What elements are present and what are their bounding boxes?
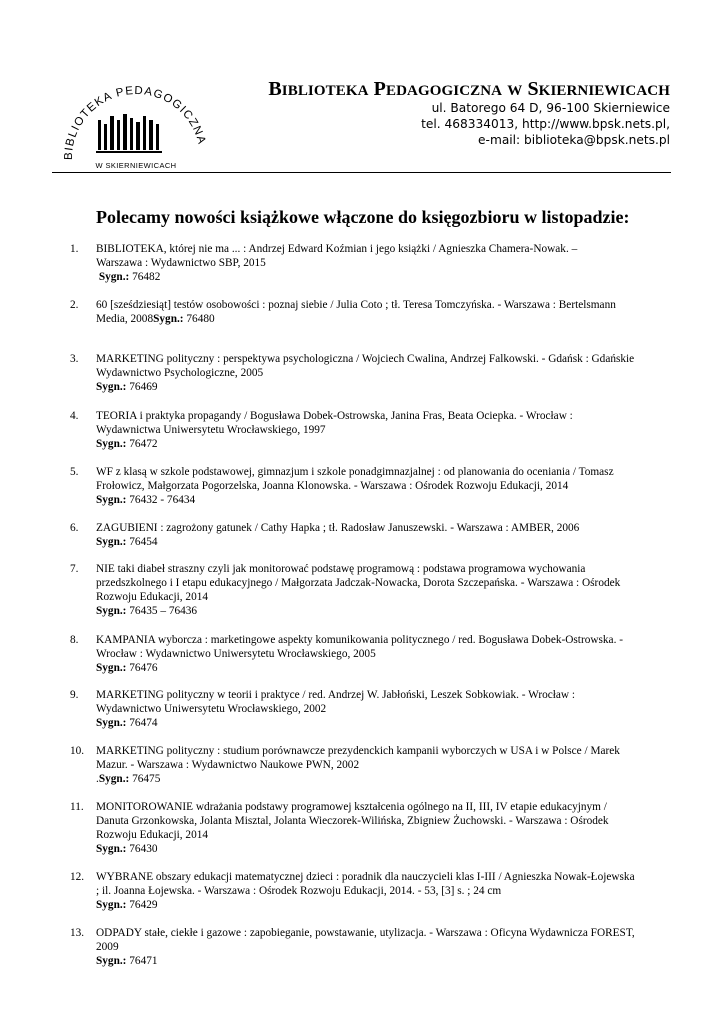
item-line: Wrocław : Wydawnictwo Uniwersytetu Wrocławskiego, 2005 [96,648,376,660]
sygn-value: 76472 [129,438,158,450]
sygn-value: 76435 – 76436 [129,605,198,617]
item-number: 10. [70,745,85,757]
item-line: 2009 [96,941,119,953]
sygn-value: 76432 - 76434 [129,494,196,506]
item-line-text: Media, 2008 [96,313,154,325]
sygn-value: 76475 [132,773,161,785]
item-sygn [96,898,676,912]
item-number: 3. [70,353,79,365]
sygn-value: 76429 [129,899,158,911]
item-line: Rozwoju Edukacji, 2014 [96,829,209,841]
sygn-value: 76480 [186,313,215,325]
list-item [70,465,676,507]
item-line: MARKETING polityczny : studium porównawcze prezydenckich kampanii wyborczych w USA i w Polsce / Marek [96,745,620,757]
library-contact: tel. 468334013, http://www.bpsk.nets.pl, [421,117,670,131]
item-line: MARKETING polityczny : perspektywa psychologiczna / Wojciech Cwalina, Andrzej Falkowski. - Gdańsk : Gdańskie [96,353,635,365]
item-line: TEORIA i praktyka propagandy / Bogusława Dobek-Ostrowska, Janina Fras, Beata Ociepka. - Wrocław : [96,410,573,422]
item-sygn [96,954,676,968]
item-line: ; il. Joanna Łojewska. - Warszawa : Ośrodek Rozwoju Edukacji, 2014. - 53, [3] s. ; 24 cm [96,885,502,897]
item-number: 1. [70,243,79,255]
item-line: WF z klasą w szkole podstawowej, gimnazjum i szkole ponadgimnazjalnej : od planowania do oceniania / Tomasz [96,466,614,478]
item-number: 6. [70,522,79,534]
sygn-value: 76476 [129,662,158,674]
sygn-label: Sygn.: [96,717,127,729]
item-line: Wydawnictwa Uniwersytetu Wrocławskiego, 1997 [96,424,326,436]
title-edagogiczna: EDAGOGICZNA [385,83,503,99]
item-line: NIE taki diabeł straszny czyli jak monitorować podstawę programową : podstawa programowa wychowania [96,563,586,575]
list-item [70,870,676,912]
item-line: Warszawa : Wydawnictwo SBP, 2015 [96,257,266,269]
item-line: BIBLIOTEKA, której nie ma ... : Andrzej Edward Koźmian i jego książki / Agnieszka Chamera-Nowak. – [96,243,578,255]
title-kierniewicach: KIERNIEWICACH [538,83,670,99]
item-sygn [96,493,676,507]
sygn-label: Sygn.: [96,662,127,674]
sygn-label: Sygn.: [96,381,127,393]
list-item [70,409,676,451]
item-line: MARKETING polityczny w teorii i praktyce / red. Andrzej W. Jabłoński, Leszek Sobkowiak. - Wrocław : [96,689,576,701]
list-item [70,926,676,968]
library-email: e-mail: biblioteka@bpsk.nets.pl [478,133,670,147]
item-sygn [96,437,676,451]
sygn-label: Sygn.: [96,899,127,911]
item-line: 60 [sześdziesiąt] testów osobowości : poznaj siebie / Julia Coto ; tł. Teresa Tomczyńska. - Warszawa : Bertelsmann [96,299,616,311]
item-sygn [96,772,676,786]
title-p: P [373,78,386,100]
sygn-value: 76482 [132,271,161,283]
item-number: 9. [70,689,79,701]
title-b: B [268,78,282,100]
item-sygn [96,716,676,730]
library-address: ul. Batorego 64 D, 96-100 Skierniewice [431,101,670,115]
sygn-value: 76454 [129,536,158,548]
list-item [70,800,676,856]
sygn-label: Sygn.: [98,773,130,785]
list-item [70,352,676,394]
list-item [70,298,676,326]
title-iblioteka: IBLIOTEKA [281,83,369,99]
item-line: MONITOROWANIE wdrażania podstawy programowej kształcenia ogólnego na II, III, IV etapie edukacyjnym / [96,801,607,813]
sygn-label: Sygn.: [96,536,127,548]
item-number: 2. [70,299,79,311]
item-sygn [96,604,676,618]
sygn-prefix: . [96,773,99,785]
page-heading: Polecamy nowości książkowe włączone do księgozbioru w listopadzie: [96,207,630,227]
sygn-value: 76430 [129,843,158,855]
list-item [70,744,676,786]
logo-bottom-text: W SKIERNIEWICACH [95,161,177,170]
item-line: ODPADY stałe, ciekłe i gazowe : zapobieganie, powstawanie, utylizacja. - Warszawa : Oficyna Wydawnicza FOREST, [96,927,635,939]
sygn-value: 76471 [129,955,158,967]
item-number: 5. [70,466,79,478]
sygn-label: Sygn.: [96,843,127,855]
item-number: 7. [70,563,79,575]
sygn-value: 76474 [129,717,158,729]
item-line: przedszkolnego i I etapu edukacyjnego / Małgorzata Jadczak-Nowacka, Dorota Szczepańska. - Warszawa : Ośrodek [96,577,621,589]
item-line: ZAGUBIENI : zagrożony gatunek / Cathy Hapka ; tł. Radosław Januszewski. - Warszawa : AMBER, 2006 [96,522,580,534]
sygn-label: Sygn.: [153,313,184,325]
list-item [70,688,676,730]
item-line: Rozwoju Edukacji, 2014 [96,591,209,603]
sygn-label: Sygn.: [96,955,127,967]
list-item [70,562,676,618]
sygn-label: Sygn.: [98,271,130,283]
list-item [70,521,676,549]
title-w: W [507,83,523,99]
item-line: WYBRANE obszary edukacji matematycznej dzieci : poradnik dla nauczycieli klas I-III / Agnieszka Nowak-Łojewska [96,871,635,883]
title-s: S [527,78,539,100]
item-sygn [96,535,676,549]
item-number: 8. [70,634,79,646]
item-sygn [96,270,676,284]
item-number: 13. [70,927,85,939]
item-line [96,312,676,326]
item-number: 4. [70,410,79,422]
item-sygn [96,380,676,394]
sygn-label: Sygn.: [96,494,127,506]
item-line: Frołowicz, Małgorzata Pogorzelska, Joanna Klonowska. - Warszawa : Ośrodek Rozwoju Edukacji, 2014 [96,480,569,492]
sygn-value: 76469 [129,381,158,393]
item-line: Wydawnictwo Uniwersytetu Wrocławskiego, 2002 [96,703,327,715]
item-line: KAMPANIA wyborcza : marketingowe aspekty komunikowania politycznego / red. Bogusława Dobek-Ostrowska. - [96,634,623,646]
item-line: Wydawnictwo Psychologiczne, 2005 [96,367,264,379]
item-number: 12. [70,871,85,883]
list-item [70,633,676,675]
item-number: 11. [70,801,84,813]
item-line: Danuta Grzonkowska, Jolanta Misztal, Jolanta Wieczorek-Wilińska, Zbigniew Żuchowski. - Warszawa : Ośrodek [96,815,609,827]
sygn-label: Sygn.: [96,605,127,617]
list-item [70,242,676,284]
item-sygn [96,661,676,675]
logo-arc-text: BIBLIOTEKA PEDAGOGICZNA [62,84,208,161]
item-sygn [96,842,676,856]
item-line: Mazur. - Warszawa : Wydawnictwo Naukowe PWN, 2002 [96,759,360,771]
sygn-label: Sygn.: [96,438,127,450]
